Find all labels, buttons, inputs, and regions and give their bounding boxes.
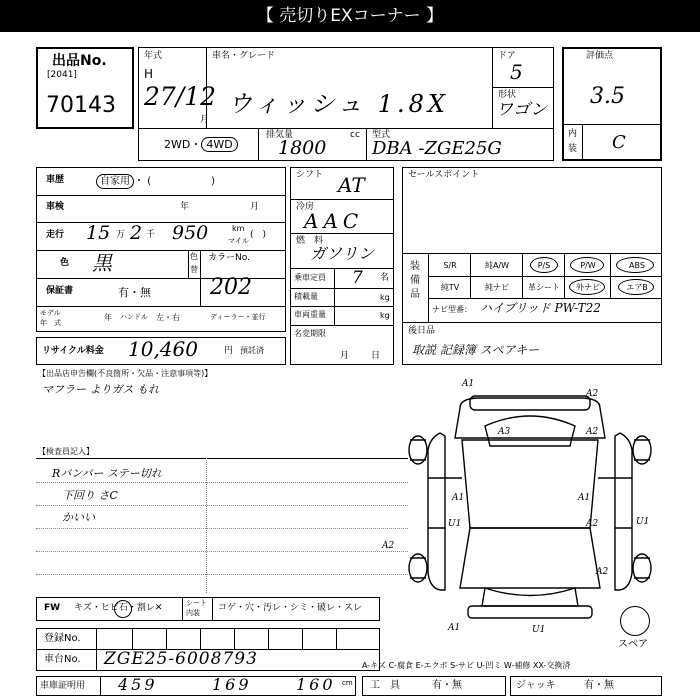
mileage-label: 走行 [46, 230, 65, 240]
seller-remarks-line1: マフラー よりガス もれ [42, 383, 159, 396]
page-title: 【 売切りEXコーナー 】 [256, 6, 444, 26]
navi-value: ハイブリッド PW-T22 [480, 301, 601, 315]
warranty-value: 有・無 [118, 286, 151, 299]
drive-4wd: 4WD [201, 137, 237, 152]
color-change-1: 色 [190, 252, 198, 261]
mileage-man: 15 [86, 222, 111, 244]
sales-point-label: セールスポイント [408, 170, 480, 180]
capacity-value: 7 [352, 268, 363, 288]
displacement-value: 1800 [278, 137, 327, 159]
model-year-label-2: 年 式 [40, 319, 61, 327]
interior-label-2: 装 [568, 144, 578, 154]
shape-value: ワゴン [496, 100, 547, 120]
inspection-year-unit: 年 [180, 202, 190, 212]
capacity-unit: 名 [380, 273, 390, 283]
cert-v2: 169 [212, 675, 252, 694]
color-label: 色 [60, 258, 70, 268]
recycle-value: 10,460 [128, 337, 198, 361]
weight-label: 車両重量 [294, 310, 326, 319]
seller-remarks-label: 【出品店申告欄(不良箇所・欠品・注意事項等)】 [38, 369, 213, 378]
damage-right-door-rear: A2 [586, 519, 599, 529]
header-bar [0, 0, 700, 32]
spare-label: スペア [618, 639, 648, 650]
damage-left-door-rear: U1 [448, 519, 462, 529]
displacement-label: 排気量 [266, 130, 294, 140]
shift-label: シフト [296, 170, 324, 180]
damage-right-rear-quarter: A2 [596, 567, 609, 577]
equip-abs: ABS [629, 261, 645, 270]
equip-navi: 純ナビ [485, 283, 509, 292]
aircon-value: AAC [304, 209, 364, 233]
mileage-rest: 950 [172, 222, 209, 244]
doors-value: 5 [510, 60, 523, 84]
mileage-sen: 2 [130, 222, 143, 244]
inspector-line3: かいい [62, 511, 95, 524]
year-label: 年式 [144, 51, 163, 61]
fw-items: キズ・ヒビ石・割レ✕ [74, 603, 163, 613]
damage-front-left: A1 [462, 379, 475, 389]
cert-v1: 459 [118, 675, 158, 694]
shape-label: 形状 [498, 90, 517, 100]
doors-label: ドア [498, 51, 516, 61]
mileage-km: km [232, 224, 245, 233]
history-value: 自家用 ・ ( ) [96, 172, 215, 187]
score-label: 評価点 [586, 51, 614, 61]
equip-tv: 純TV [440, 283, 460, 292]
model-year-unit: 年 [104, 313, 112, 322]
damage-left-side: A2 [382, 541, 395, 551]
cert-v3: 160 [296, 675, 336, 694]
inspector-label: 【検査員記入】 [38, 447, 94, 456]
damage-right-fender: A2 [586, 427, 599, 437]
equipment-label: 装備品 [410, 261, 420, 300]
car-diagram [400, 378, 670, 640]
aftermarket-value: 取説 記録簿 スペアキー [412, 343, 540, 357]
mileage-mile: マイル [228, 237, 249, 245]
equip-ps: P/S [537, 261, 551, 270]
inspector-line2: 下回り さC [62, 489, 118, 502]
cert-unit: cm [342, 679, 353, 687]
car-name-label: 車名・グレード [212, 51, 276, 61]
damage-front-right: A2 [586, 389, 599, 399]
model-year-label-1: モデル [40, 309, 61, 317]
car-name-value: ウィッシュ 1.8X [228, 90, 449, 118]
tools-label: 工 具 [370, 680, 400, 691]
interior-label-1: 内 [568, 129, 578, 139]
weight-unit: kg [380, 311, 390, 320]
damage-left-door-front: A1 [452, 493, 465, 503]
seat-items: コゲ・穴・汚レ・シミ・破レ・スレ [218, 603, 363, 613]
color-no-label: カラーNo. [208, 253, 250, 263]
recycle-label: リサイクル料金 [42, 346, 104, 356]
recycle-unit: 円 [224, 346, 234, 356]
equip-aw: 純A/W [484, 261, 510, 270]
drive-options: 2WD・ 4WD [164, 136, 238, 152]
navi-label: ナビ型番： [432, 305, 472, 314]
chassis-value: ZGE25-6008793 [104, 649, 258, 669]
equip-airbag: エアB [626, 283, 648, 292]
history-label: 車歴 [46, 175, 65, 185]
equip-sr: S/R [443, 261, 457, 270]
tools-value: 有・無 [432, 680, 462, 691]
expiry-unit: 月日 [340, 351, 403, 361]
damage-right-door-front: A1 [578, 493, 591, 503]
jack-label: ジャッキ [516, 680, 556, 691]
shift-value: AT [338, 173, 365, 197]
chassis-label: 車台No. [44, 654, 81, 665]
inspection-month-unit: 月 [250, 202, 260, 212]
inspector-line1: Rバンパー ステー切れ [52, 467, 162, 480]
handle-value: 左・右 [156, 313, 180, 322]
lot-box [36, 47, 134, 129]
load-label: 積載量 [294, 292, 318, 301]
color-no-value: 202 [210, 275, 252, 300]
inspection-label: 車検 [46, 202, 65, 212]
aircon-label: 冷房 [296, 202, 315, 212]
aftermarket-label: 後日品 [408, 326, 436, 336]
seat-label-1: シート [186, 599, 207, 607]
equip-ext-navi: 外ナビ [576, 283, 600, 292]
color-value: 黒 [92, 251, 112, 275]
mileage-sen-unit: 千 [146, 230, 156, 240]
equip-pw: P/W [580, 261, 596, 270]
expiry-label: 名変期限 [294, 329, 326, 338]
registration-label: 登録No. [44, 633, 81, 644]
fuel-label: 燃 料 [296, 236, 324, 246]
equip-seat: 革シート [528, 283, 560, 292]
damage-rear-right: U1 [532, 625, 546, 635]
lot-label: 出品No. [52, 53, 107, 69]
interior-value: C [612, 132, 626, 153]
lot-number: 70143 [46, 93, 116, 118]
seat-label-2: 内装 [186, 609, 200, 617]
damage-legend: A-キズ C-腐食 E-エクボ S-サビ U-凹ミ W-補修 XX-交換済 [362, 661, 571, 670]
load-unit: kg [380, 293, 390, 302]
model-code-label: 型式 [372, 130, 391, 140]
score-value: 3.5 [590, 84, 625, 109]
year-month-unit: 月 [200, 115, 210, 125]
fuel-value: ガソリン [310, 244, 375, 263]
displacement-unit: cc [350, 130, 360, 140]
fw-label: FW [44, 603, 61, 613]
year-era: H [144, 67, 154, 81]
recycle-note: 預託済 [240, 346, 264, 355]
warranty-label: 保証書 [46, 286, 74, 296]
model-code-value: DBA -ZGE25G [372, 138, 502, 159]
damage-hood: A3 [498, 427, 511, 437]
mileage-man-unit: 万 [116, 230, 126, 240]
cert-label: 車庫証明用 [40, 681, 86, 691]
handle-label: ハンドル [120, 313, 148, 321]
drive-2wd: 2WD [164, 138, 191, 151]
spare-tire-icon [620, 606, 650, 636]
damage-rear-left: A1 [448, 623, 461, 633]
mileage-paren: ( ) [250, 230, 267, 240]
color-change-2: 替 [190, 265, 198, 274]
year-value: 27/12 [144, 82, 217, 111]
capacity-label: 乗車定員 [294, 273, 326, 282]
jack-value: 有・無 [584, 680, 614, 691]
lot-small: [2041] [47, 70, 77, 80]
dealer-value: ディーラー・並行 [210, 313, 266, 321]
damage-right-side: U1 [636, 517, 650, 527]
